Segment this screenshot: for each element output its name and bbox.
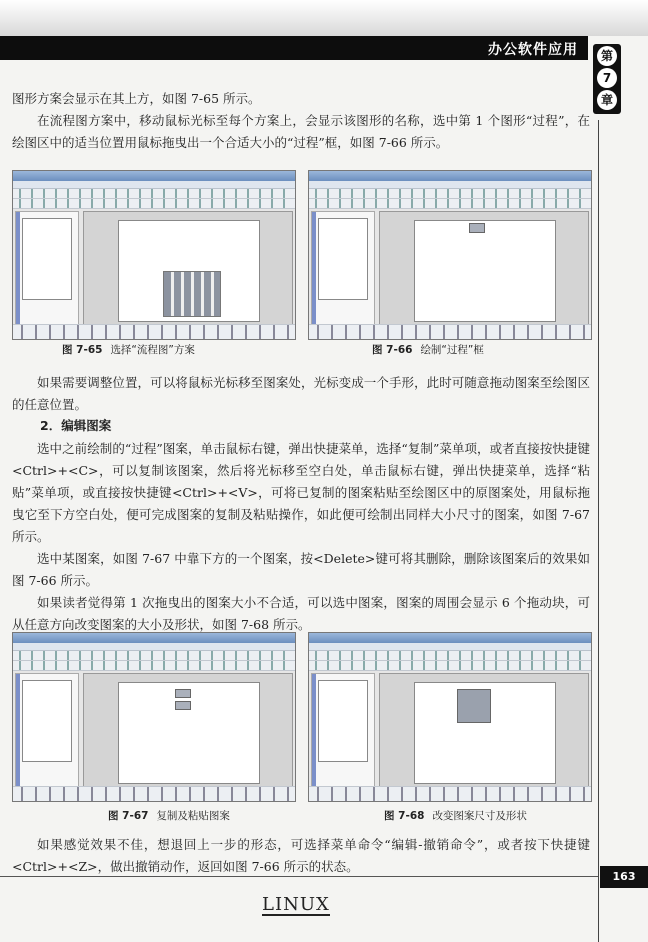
flowchart-palette [163,271,221,317]
footer-rule [0,876,598,877]
slide-thumbnail [318,680,368,762]
slide-panel [15,673,79,787]
figure-7-67-screenshot [12,632,296,802]
caption-number: 图 7-68 [384,810,425,822]
section-heading-2: 2．编辑图案 [40,418,112,433]
toolbar [13,189,295,199]
caption-7-67 [108,808,230,823]
paragraph-7: 如果感觉效果不佳，想退回上一步的形态，可选择菜单命令“编辑-撤销命令”，或者按下快捷键<Ctrl>+<Z>，做出撤销动作，返回如图 7-66 所示的状态。 [12,837,590,874]
caption-7-65 [62,342,195,357]
paragraph-3: 如果需要调整位置，可以将鼠标光标移至图案处，光标变成一个手形，此时可随意拖动图案至绘图区的任意位置。 [12,375,590,412]
chapter-tab [593,44,621,114]
toolbar-2 [13,199,295,209]
paragraph-6: 如果读者觉得第 1 次拖曳出的图案大小不合适，可以选中图案，图案的周围会显示 6 个拖动块，可从任意方向改变图案的大小及形状，如图 7-68 所示。 [12,595,590,632]
menu-bar [13,643,295,651]
chapter-glyph-2: 7 [597,68,617,88]
drawing-page [414,220,556,322]
toolbar [309,189,591,199]
chapter-glyph-3: 章 [597,90,617,110]
resized-process-shape [457,689,491,723]
panel-bar [312,674,316,786]
figure-7-65-screenshot [12,170,296,340]
toolbar-2 [309,199,591,209]
caption-number: 图 7-65 [62,344,103,356]
paragraph-4: 选中之前绘制的“过程”图案，单击鼠标右键，弹出快捷菜单，选择“复制”菜单项，或者直接按快捷键<Ctrl>+<C>，可以复制该图案，然后将光标移至空白处，单击鼠标右键，弹出快捷菜单，选择“粘贴”菜单项，或直接按快捷键<Ctrl>+<V>，可将已复制的图案粘贴至绘图区中的原图案处，用鼠标拖曳它至下方空白处，便可完成图案的复制及粘贴操作，如此便可绘制出同样大小尺寸的图案，如图 7-67 所示。 [12,441,590,544]
menu-bar [309,181,591,189]
figure-7-66-screenshot [308,170,592,340]
menu-bar [309,643,591,651]
panel-bar [16,674,20,786]
caption-7-66 [372,342,484,357]
caption-7-68 [384,808,527,823]
panel-bar [16,212,20,324]
header-title: 办公软件应用 [488,42,578,58]
figure-7-68-screenshot [308,632,592,802]
window-titlebar [309,171,591,181]
drawing-toolbar [309,324,591,339]
running-header [0,36,588,60]
process-shape [469,223,485,233]
slide-panel [311,211,375,325]
caption-text: 复制及粘贴图案 [156,810,230,822]
slide-panel [15,211,79,325]
caption-text: 绘制“过程”框 [420,344,484,356]
copied-process-shape [175,701,191,710]
drawing-toolbar [309,786,591,801]
process-shape [175,689,191,698]
slide-thumbnail [22,218,72,300]
paragraph-2: 在流程图方案中，移动鼠标光标至每个方案上，会显示该图形的名称，选中第 1 个图形“过程”，在绘图区中的适当位置用鼠标拖曳出一个合适大小的“过程”框，如图 7-66 所示。 [12,113,590,150]
margin-rule [598,120,599,942]
window-titlebar [13,633,295,643]
paragraph-5: 选中某图案，如图 7-67 中靠下方的一个图案，按<Delete>键可将其删除，删除该图案后的效果如图 7-66 所示。 [12,551,590,588]
slide-thumbnail [318,218,368,300]
menu-bar [13,181,295,189]
toolbar [309,651,591,661]
footer-logo: LINUX [262,894,330,915]
toolbar [13,651,295,661]
toolbar-2 [309,661,591,671]
chapter-glyph-1: 第 [597,46,617,66]
page-number: 163 [600,866,648,888]
caption-number: 图 7-67 [108,810,149,822]
panel-bar [312,212,316,324]
caption-text: 改变图案尺寸及形状 [432,810,527,822]
caption-text: 选择“流程图”方案 [110,344,195,356]
window-titlebar [13,171,295,181]
slide-panel [311,673,375,787]
slide-thumbnail [22,680,72,762]
paragraph-1: 图形方案会显示在其上方，如图 7-65 所示。 [12,91,261,106]
drawing-toolbar [13,786,295,801]
drawing-toolbar [13,324,295,339]
page-top-shade [0,0,648,36]
caption-number: 图 7-66 [372,344,413,356]
toolbar-2 [13,661,295,671]
window-titlebar [309,633,591,643]
